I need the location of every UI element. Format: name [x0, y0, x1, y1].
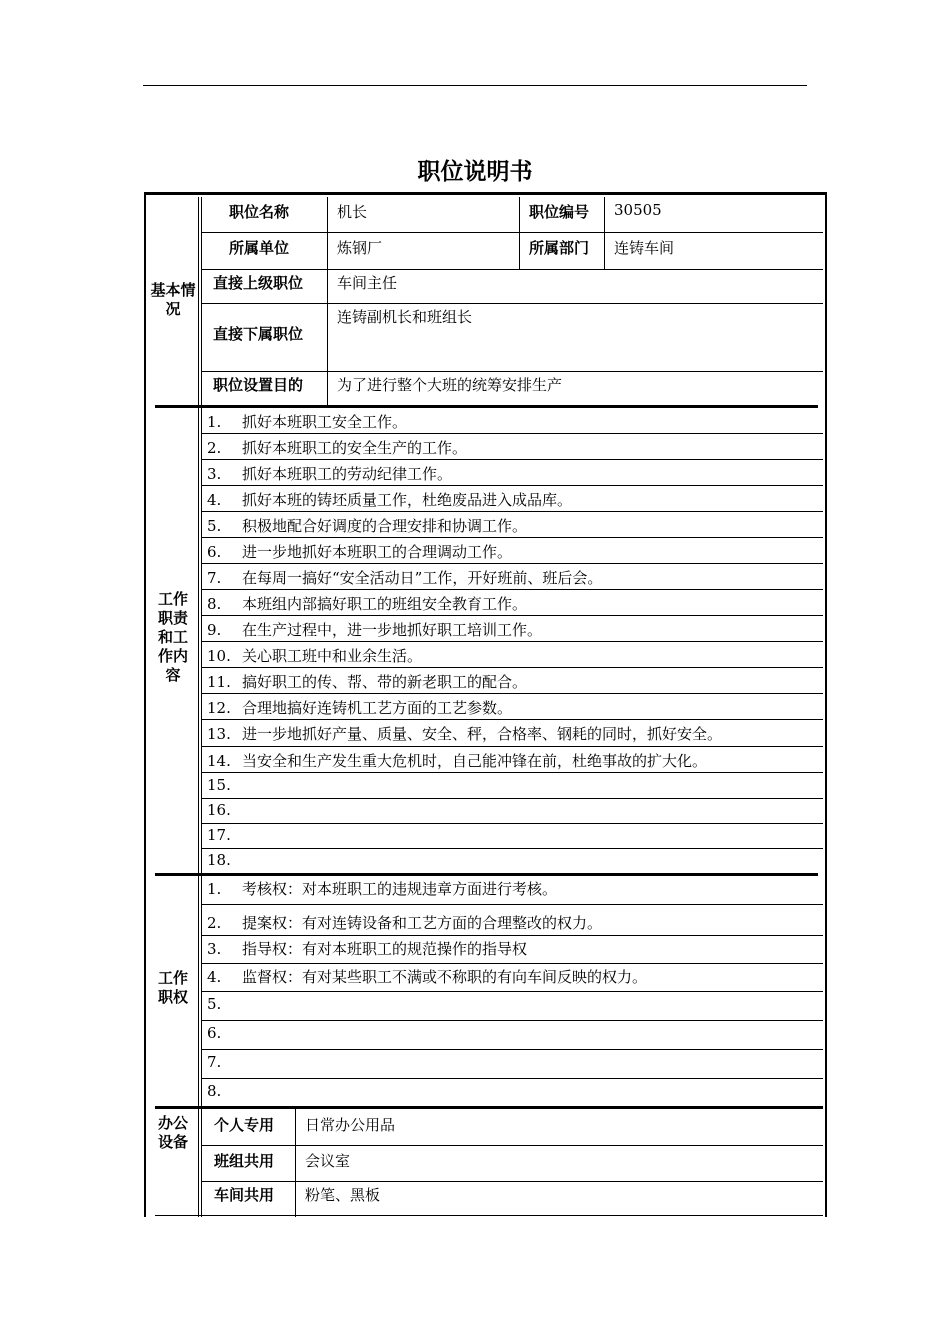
position-name-value: 机长 [337, 203, 368, 221]
position-code-value: 30505 [614, 201, 662, 219]
duty-item: 7. 在每周一搞好“安全活动日”工作，开好班前、班后会。 [207, 569, 603, 587]
duties-section-label: 工作 职责 和工 作内 容 [157, 590, 188, 684]
duty-item: 15. [207, 776, 231, 794]
purpose-label: 职位设置目的 [213, 376, 304, 394]
duty-item: 17. [207, 826, 231, 844]
equipment-personal-label: 个人专用 [214, 1116, 275, 1134]
superior-value: 车间主任 [337, 274, 398, 292]
dept-value: 连铸车间 [614, 239, 675, 257]
authority-item: 2. 提案权：有对连铸设备和工艺方面的合理整改的权力。 [207, 914, 603, 932]
header-rule [143, 85, 807, 86]
authority-item: 7. [207, 1053, 222, 1071]
authority-item: 1. 考核权：对本班职工的违规违章方面进行考核。 [207, 880, 558, 898]
dept-label: 所属部门 [529, 239, 590, 257]
duty-item: 3. 抓好本班职工的劳动纪律工作。 [207, 465, 453, 483]
unit-label: 所属单位 [229, 239, 290, 257]
duty-item: 5. 积极地配合好调度的合理安排和协调工作。 [207, 517, 528, 535]
subordinate-value: 连铸副机长和班组长 [337, 308, 473, 326]
authority-section-label: 工作 职权 [157, 969, 188, 1006]
equipment-personal-value: 日常办公用品 [305, 1116, 396, 1134]
duty-item: 10. 关心职工班中和业余生活。 [207, 647, 423, 665]
duty-item: 14. 当安全和生产发生重大危机时，自己能冲锋在前，杜绝事故的扩大化。 [207, 752, 708, 770]
duty-item: 4. 抓好本班的铸坯质量工作，杜绝废品进入成品库。 [207, 491, 573, 509]
subordinate-label: 直接下属职位 [213, 325, 304, 343]
duty-item: 9. 在生产过程中，进一步地抓好职工培训工作。 [207, 621, 543, 639]
equipment-workshop-value: 粉笔、黑板 [305, 1186, 381, 1204]
purpose-value: 为了进行整个大班的统筹安排生产 [337, 376, 563, 394]
document-title: 职位说明书 [417, 159, 533, 185]
duty-item: 13. 进一步地抓好产量、质量、安全、秤，合格率、钢耗的同时，抓好安全。 [207, 725, 723, 743]
duty-item: 18. [207, 851, 231, 869]
duty-item: 16. [207, 801, 231, 819]
position-name-label: 职位名称 [229, 203, 290, 221]
duty-item: 11. 搞好职工的传、帮、带的新老职工的配合。 [207, 673, 528, 691]
unit-value: 炼钢厂 [337, 239, 383, 257]
authority-item: 5. [207, 995, 222, 1013]
position-code-label: 职位编号 [529, 203, 590, 221]
duty-item: 2. 抓好本班职工的安全生产的工作。 [207, 439, 468, 457]
authority-item: 4. 监督权：有对某些职工不满或不称职的有向车间反映的权力。 [207, 968, 648, 986]
equipment-team-label: 班组共用 [214, 1152, 275, 1170]
equipment-section-label: 办公 设备 [157, 1114, 188, 1151]
duty-item: 8. 本班组内部搞好职工的班组安全教育工作。 [207, 595, 528, 613]
duty-item: 1. 抓好本班职工安全工作。 [207, 413, 408, 431]
basic-section-label: 基本情况 [150, 281, 196, 318]
superior-label: 直接上级职位 [213, 274, 304, 292]
duty-item: 12. 合理地搞好连铸机工艺方面的工艺参数。 [207, 699, 513, 717]
authority-item: 6. [207, 1024, 222, 1042]
equipment-team-value: 会议室 [305, 1152, 351, 1170]
authority-item: 8. [207, 1082, 222, 1100]
authority-item: 3. 指导权：有对本班职工的规范操作的指导权 [207, 940, 528, 958]
equipment-workshop-label: 车间共用 [214, 1186, 275, 1204]
duty-item: 6. 进一步地抓好本班职工的合理调动工作。 [207, 543, 513, 561]
